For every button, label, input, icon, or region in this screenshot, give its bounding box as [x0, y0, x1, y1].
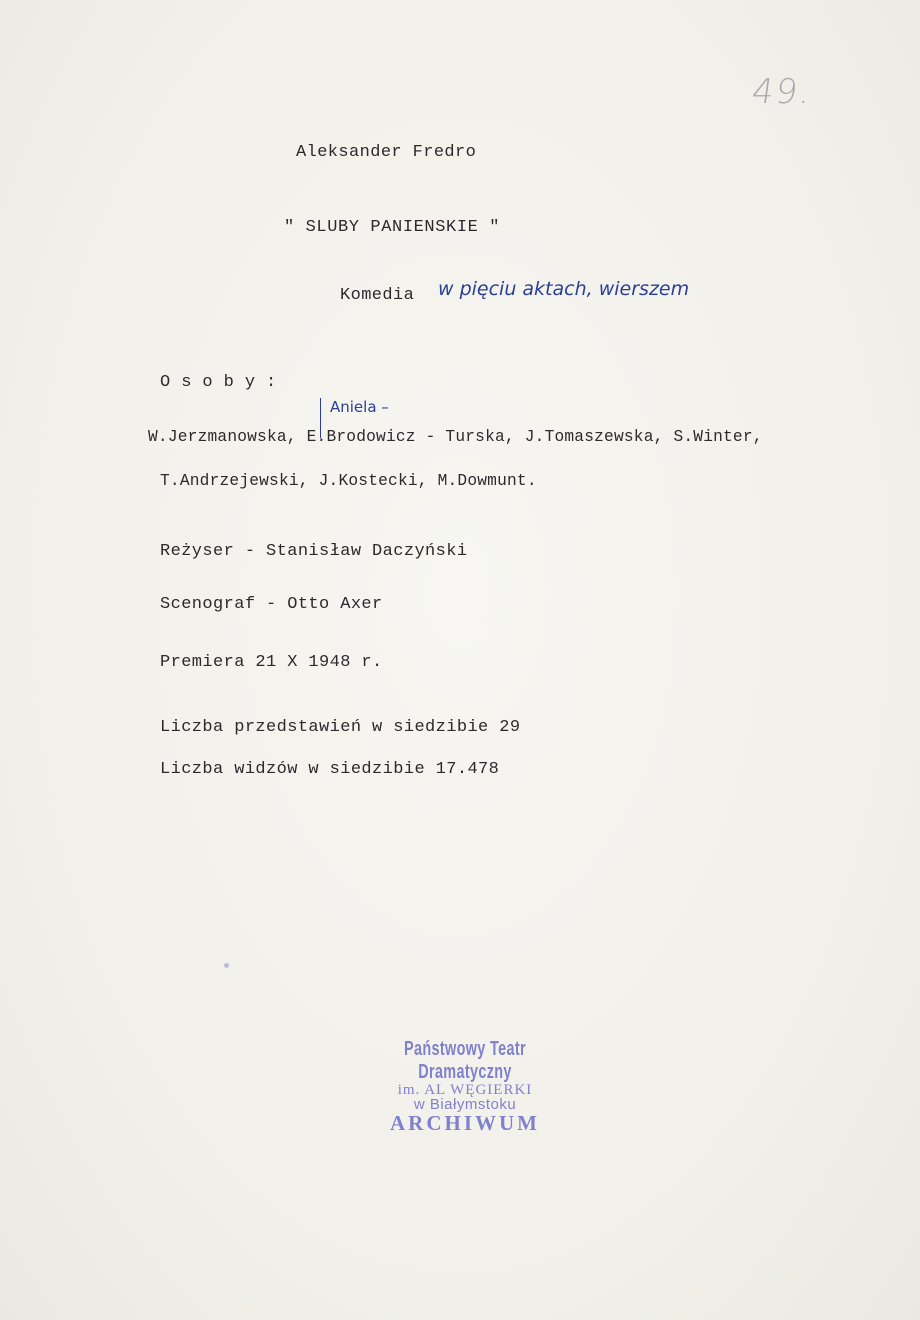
cast-heading: O s o b y : — [160, 373, 277, 392]
stamp-line-2: im. AL WĘGIERKI — [397, 1082, 533, 1098]
cast-handwritten-insert: Aniela – — [330, 398, 389, 416]
page-number: 49. — [749, 72, 815, 112]
author: Aleksander Fredro — [296, 143, 477, 162]
archive-stamp — [330, 1038, 600, 1136]
stamp-line-4: ARCHIWUM — [390, 1111, 540, 1135]
designer-credit: Scenograf - Otto Axer — [160, 595, 383, 614]
audience-count: Liczba widzów w siedzibie 17.478 — [160, 760, 500, 779]
play-title: " SLUBY PANIENSKIE " — [284, 218, 501, 237]
subtitle-handwritten: w pięciu aktach, wierszem — [438, 278, 690, 300]
premiere-date: Premiera 21 X 1948 r. — [160, 653, 383, 672]
ink-speck — [224, 963, 229, 968]
subtitle-typed: Komedia — [340, 286, 415, 305]
performances-count: Liczba przedstawień w siedzibie 29 — [160, 718, 521, 737]
cast-line-2: T.Andrzejewski, J.Kostecki, M.Dowmunt. — [160, 472, 537, 490]
cast-line-1: W.Jerzmanowska, E.Brodowicz - Turska, J.Tomaszewska, S.Winter, — [148, 428, 763, 446]
stamp-line-1: Państwowy Teatr Dramatyczny — [404, 1038, 526, 1083]
stamp-line-3: w Białymstoku — [413, 1096, 517, 1113]
director-credit: Reżyser - Stanisław Daczyński — [160, 542, 468, 561]
